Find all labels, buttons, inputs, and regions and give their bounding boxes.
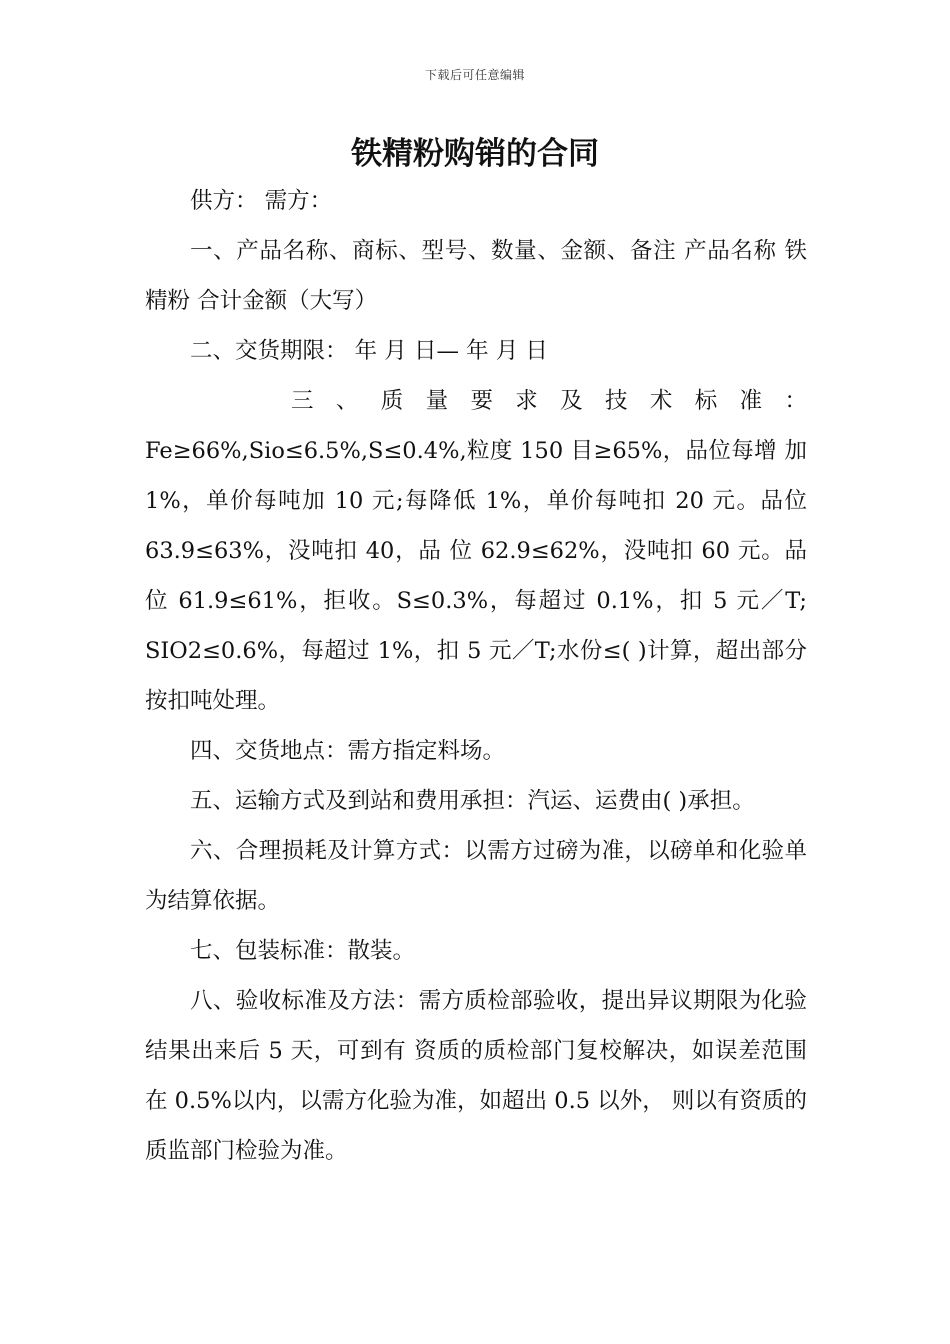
section-3-heading-char: 术 — [649, 388, 673, 414]
section-1-products: 一、产品名称、商标、型号、数量、金额、备注 产品名称 铁精粉 合计金额（大写） — [145, 238, 807, 314]
section-3-heading-char: 求 — [515, 388, 538, 414]
section-3-quality-body: Fe≥66%,Sio≤6.5%,S≤0.4%,粒度 150 目≥65%，品位每增 加 1%，单价每吨加 10 元;每降低 1%，单价每吨扣 20 元。品位 63.9≤63%，没吨扣 40，品 位 62.9≤62%，没吨扣 60 元。品位 61.9≤61%，拒收。S≤0.3%，每超过 0.1%，扣 5 元／T; SIO2≤0.6%，每超过 1%，扣 5 元／T;水份≤( )计算，超出部分按扣吨处理。 — [145, 438, 807, 714]
parties-line: 供方： 需方： — [190, 188, 333, 214]
section-3-heading-char: 要 — [470, 388, 493, 414]
section-2-delivery-period: 二、交货期限： 年 月 日— 年 月 日 — [190, 338, 548, 364]
section-3-heading-char: 质 — [380, 388, 404, 414]
section-3-heading-char: ： — [784, 388, 807, 414]
section-4-delivery-location: 四、交货地点：需方指定料场。 — [190, 738, 506, 764]
contract-body — [145, 176, 807, 1176]
section-3-heading-char: 及 — [560, 388, 583, 414]
section-3-heading-char: 准 — [739, 388, 763, 414]
section-3-heading-char: 标 — [694, 388, 718, 414]
section-3-heading-char: 技 — [605, 388, 628, 414]
section-6-loss-calculation: 六、合理损耗及计算方式：以需方过磅为准，以磅单和化验单为结算依据。 — [145, 838, 807, 914]
header-note: 下载后可任意编辑 — [424, 68, 525, 82]
section-3-heading-char: 量 — [425, 388, 449, 414]
section-8-acceptance: 八、验收标准及方法：需方质检部验收，提出异议期限为化验结果出来后 5 天，可到有 资质的质检部门复校解决，如误差范围在 0.5%以内，以需方化验为准，如超出 0.5 以外， 则以有资质的质监部门检验为准。 — [145, 988, 807, 1164]
section-3-heading-char: 、 — [335, 388, 359, 414]
section-7-packaging: 七、包装标准：散装。 — [190, 938, 416, 964]
section-5-transport: 五、运输方式及到站和费用承担：汽运、运费由( )承担。 — [190, 788, 755, 814]
page-title: 铁精粉购销的合同 — [351, 136, 599, 172]
section-3-heading — [145, 376, 807, 426]
section-3-heading-char: 三 — [291, 388, 314, 414]
